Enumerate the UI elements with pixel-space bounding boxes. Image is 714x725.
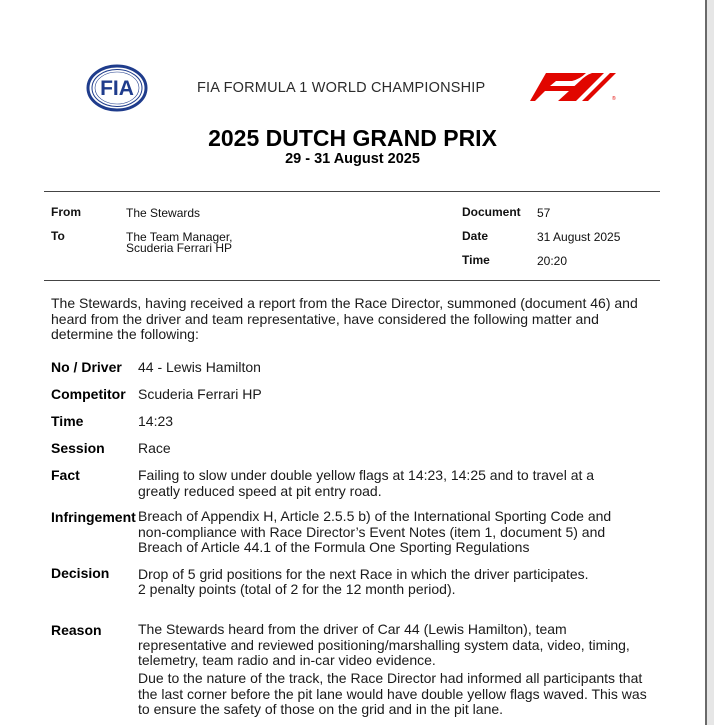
fia-logo: [86, 64, 148, 112]
date-value: 31 August 2025: [537, 230, 621, 244]
header-divider: [44, 191, 660, 192]
meta-divider: [44, 280, 660, 281]
time-label: Time: [462, 253, 490, 267]
decision-line2: 2 penalty points (total of 2 for the 12 month period).: [138, 581, 456, 597]
to-value-line1: The Team Manager,: [126, 230, 233, 244]
time-row-value: 14:23: [138, 413, 174, 429]
session-label: Session: [51, 440, 105, 456]
decision-line1: Drop of 5 grid positions for the next Race in which the driver participates.: [138, 566, 589, 582]
event-dates: 29 - 31 August 2025: [285, 151, 420, 167]
event-title: 2025 DUTCH GRAND PRIX: [208, 125, 497, 151]
infringement-label: Infringement: [51, 509, 136, 525]
reason-label: Reason: [51, 622, 102, 638]
document-value: 57: [537, 206, 551, 220]
competitor-label: Competitor: [51, 386, 126, 402]
document-header: [0, 0, 705, 190]
svg-text:®: ®: [612, 96, 616, 101]
fact-value: Failing to slow under double yellow flags at 14:23, 14:25 and to travel at a greatly reduced speed at pit entry road.: [138, 467, 595, 499]
f1-logo: [530, 73, 618, 101]
infringement-value: Breach of Appendix H, Article 2.5.5 b) of the International Sporting Code and non-compliance with Race Director’s Event Notes (item 1, document 5) and Breach of Article 44.1 of the Formula One Sporting Regulations: [138, 508, 612, 555]
intro-paragraph: The Stewards, having received a report from the Race Director, summoned (document 46) and heard from the driver and team representative, have considered the following matter and determine the following:: [51, 295, 638, 342]
reason-paragraph-1: The Stewards heard from the driver of Car 44 (Lewis Hamilton), team representative and reviewed positioning/marshalling system data, video, timing, telemetry, team radio and in-car video evidence.: [138, 621, 630, 668]
document-label: Document: [462, 205, 521, 219]
from-label: From: [51, 205, 81, 219]
driver-value: 44 - Lewis Hamilton: [138, 359, 261, 375]
driver-label: No / Driver: [51, 359, 122, 375]
championship-title: FIA FORMULA 1 WORLD CHAMPIONSHIP: [197, 80, 486, 96]
date-label: Date: [462, 229, 489, 243]
reason-paragraph-2: Due to the nature of the track, the Race Director had informed all participants that the last corner before the pit lane would have double yellow flags waved. This was to ensure the safety of those on the grid and in the pit lane.: [138, 670, 647, 717]
from-value: The Stewards: [126, 206, 201, 220]
fact-label: Fact: [51, 467, 80, 483]
to-value-line2: Scuderia Ferrari HP: [126, 241, 233, 255]
fia-logo-text: FIA: [100, 77, 134, 100]
competitor-value: Scuderia Ferrari HP: [138, 386, 262, 402]
session-value: Race: [138, 440, 171, 456]
time-row-label: Time: [51, 413, 84, 429]
to-label: To: [51, 229, 65, 243]
decision-label: Decision: [51, 565, 110, 581]
viewer-background: [707, 0, 714, 725]
time-value: 20:20: [537, 254, 568, 268]
